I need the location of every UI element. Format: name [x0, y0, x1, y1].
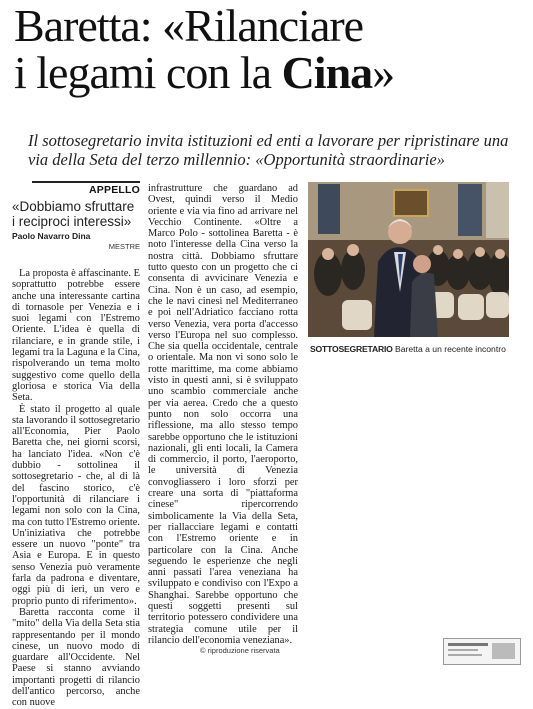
copyright: © riproduzione riservata [200, 646, 280, 655]
caption-text: Baretta a un recente incontro [395, 344, 506, 354]
photo-caption [310, 344, 520, 354]
caption-tag: SOTTOSEGRETARIO [310, 344, 393, 354]
article-photo [308, 182, 509, 337]
section-label: APPELLO [89, 184, 140, 196]
page-thumbnail [443, 638, 521, 665]
paragraph: La proposta è affascinante. E soprattutto potrebbe essere anche una interessante cartina di tornasole per Venezia e i suoi legami con l'Estremo Oriente. L'idea è quella di rilanciare, e in grande stile, i legami tra la Laguna e la Cina, rispolverando un tema molto suggestivo come quello della gloriosa e storica Via della Seta. [12, 268, 140, 404]
paragraph: È stato il progetto al quale sta lavorando il sottosegretario all'Economia, Pier Paolo Baretta che, nei giorni scorsi, ha lanciato l'idea. «Non c'è dubbio - sottolinea il sottosegretario - che, al di là del fascino storico, c'è l'opportunità di rilanciare i legami non solo con la Cina, ma con tutto l'Estremo oriente. Un'iniziativa che potrebbe essere un nuovo "ponte" tra Asia e Europa. E in questo senso Venezia può veramente farla da padrona e diventare, oggi più di ieri, un vero e proprio punto di riferimento». [12, 403, 140, 607]
subheadline: Il sottosegretario invita istituzioni ed enti a lavorare per ripristinare una via della Seta del terzo millennio: «Opportunità straordinarie» [28, 131, 509, 169]
conference-photo-image [308, 182, 509, 337]
headline-line-2-start: i legami con la [14, 47, 282, 98]
article-column-1 [12, 268, 140, 709]
headline-line-2-bold: Cina [281, 47, 373, 98]
article-column-2 [148, 183, 298, 646]
paragraph: Baretta racconta come il "mito" della Via della Seta stia rappresentando per il mondo cinese, un nuovo modo di guardare all'Occidente. Nel Paese si stanno avviando importanti progetti di rilancio dell'antico percorso, anche con nuove [12, 606, 140, 709]
headline [14, 2, 526, 96]
headline-line-2-end: » [372, 47, 395, 98]
headline-line-1: Baretta: «Rilanciare [14, 0, 364, 51]
paragraph: infrastrutture che guardano ad Ovest, quindi verso il Medio oriente e via via fino ad arrivare nel Vecchio Continente. «Oltre a Marco Polo - sottolinea Baretta - è noto l'interesse della Cina verso la nostra città. Dobbiamo sfruttare tutto questo con un progetto che ci consenta di avvicinare Venezia e Cina. Non è un caso, ad esempio, che le navi cinesi nel Mediterraneo e poi nell'Adriatico facciano rotta verso Venezia, vera porta d'accesso verso l'Europa nel suo complesso. Che sia quella occidentale, centrale o orientale. Ma non vi sono solo le rotte marittime, ma come abbiamo visto in questi anni, si è sviluppato uno scambio commerciale anche per via aerea. Credo che a questo punto non solo occorra una riflessione, ma allo stesso tempo sarebbe opportuno che le istituzioni nazionali, gli enti locali, la Camera di commercio, il porto, l'aeroporto, le università di Venezia convogliassero i loro sforzi per creare una sorta di "piattaforma cinese" ripercorrendo simbolicamente la Via della Seta, per riallacciare legami e contatti con l'Estremo oriente e in particolare con la Cina. Anche seguendo le esperienze che negli anni passati l'area veneziana ha sviluppato e condiviso con l'Expo a Shanghai. Sarebbe opportuno che questi soggetti presenti sul territorio potessero condividere una strategia comune utile per il rilancio dell'economia veneziana». [148, 183, 298, 646]
side-title: «Dobbiamo sfruttare i reciproci interessi» [12, 199, 135, 229]
byline: Paolo Navarro Dina [12, 231, 91, 241]
dateline: MESTRE [108, 242, 140, 251]
side-heading-box [12, 183, 140, 251]
